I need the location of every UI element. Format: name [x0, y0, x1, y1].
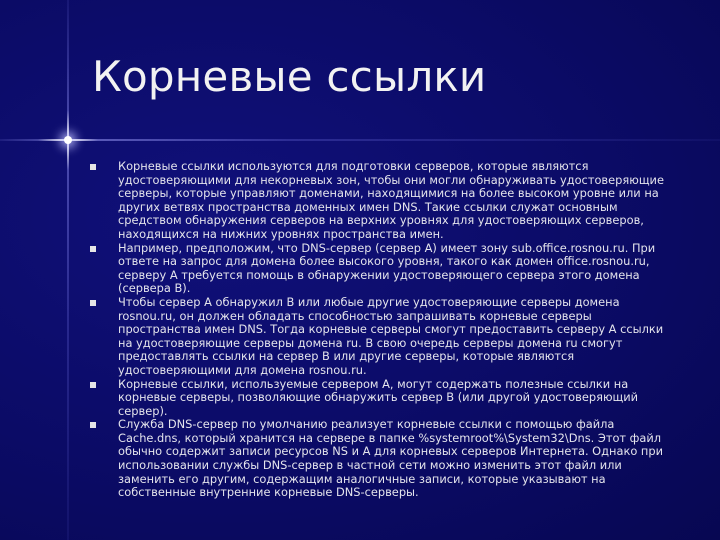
- square-bullet-icon: [90, 422, 96, 428]
- bullet-item: [90, 418, 675, 500]
- square-bullet-icon: [90, 246, 96, 252]
- slide-title: Корневые ссылки: [92, 52, 487, 101]
- square-bullet-icon: [90, 382, 96, 388]
- bullet-item: [90, 160, 675, 242]
- bullet-item: [90, 296, 675, 378]
- bullet-text: Например, предположим, что DNS-сервер (сервер A) имеет зону sub.office.rosnou.ru. При ответе на запрос для домена более высокого уровня, такого как домен office.rosnou.ru, серверу A требуется помощь в обнаружении удостоверяющего сервера этого домена (сервера B).: [118, 240, 656, 296]
- bullet-text: Служба DNS-сервер по умолчанию реализует корневые ссылки с помощью файла Cache.dns, который хранится на сервере в папке %systemroot%\System32\Dns. Этот файл обычно содержит записи ресурсов NS и A для корневых серверов Интернета. Однако при использовании службы DNS-сервер в частной сети можно изменить этот файл или заменить его другим, содержащим аналогичные записи, которые указывают на собственные внутренние корневые DNS-серверы.: [118, 417, 663, 500]
- bullet-text: Корневые ссылки используются для подготовки серверов, которые являются удостоверяющими для некорневых зон, чтобы они могли обнаруживать удостоверяющие серверы, которые управляют доменами, находящимися на более высоком уровне или на других ветвях пространства доменных имен DNS. Такие ссылки служат основным средством обнаружения серверов на верхних уровнях для удостоверяющих серверов, находящихся на нижних уровнях пространства имен.: [118, 159, 664, 241]
- bullet-item: [90, 378, 675, 419]
- bullet-text: Корневые ссылки, используемые сервером A, могут содержать полезные ссылки на корневые серверы, позволяющие обнаружить сервер B (или другой удостоверяющий сервер).: [118, 376, 639, 418]
- bullet-text: Чтобы сервер A обнаружил B или любые другие удостоверяющие серверы домена rosnou.ru, он должен обладать способностью запрашивать корневые серверы пространства имен DNS. Тогда корневые серверы смогут предоставить серверу A ссылки на удостоверяющие серверы домена ru. В свою очередь серверы домена ru смогут предоставлять ссылки на сервер B или другие серверы, которые являются удостоверяющими для домена rosnou.ru.: [118, 294, 664, 377]
- square-bullet-icon: [90, 164, 96, 170]
- decorative-vertical-line: [67, 0, 69, 540]
- decorative-horizontal-line: [0, 139, 720, 141]
- bullet-list: [90, 160, 675, 500]
- square-bullet-icon: [90, 300, 96, 306]
- bullet-item: [90, 242, 675, 296]
